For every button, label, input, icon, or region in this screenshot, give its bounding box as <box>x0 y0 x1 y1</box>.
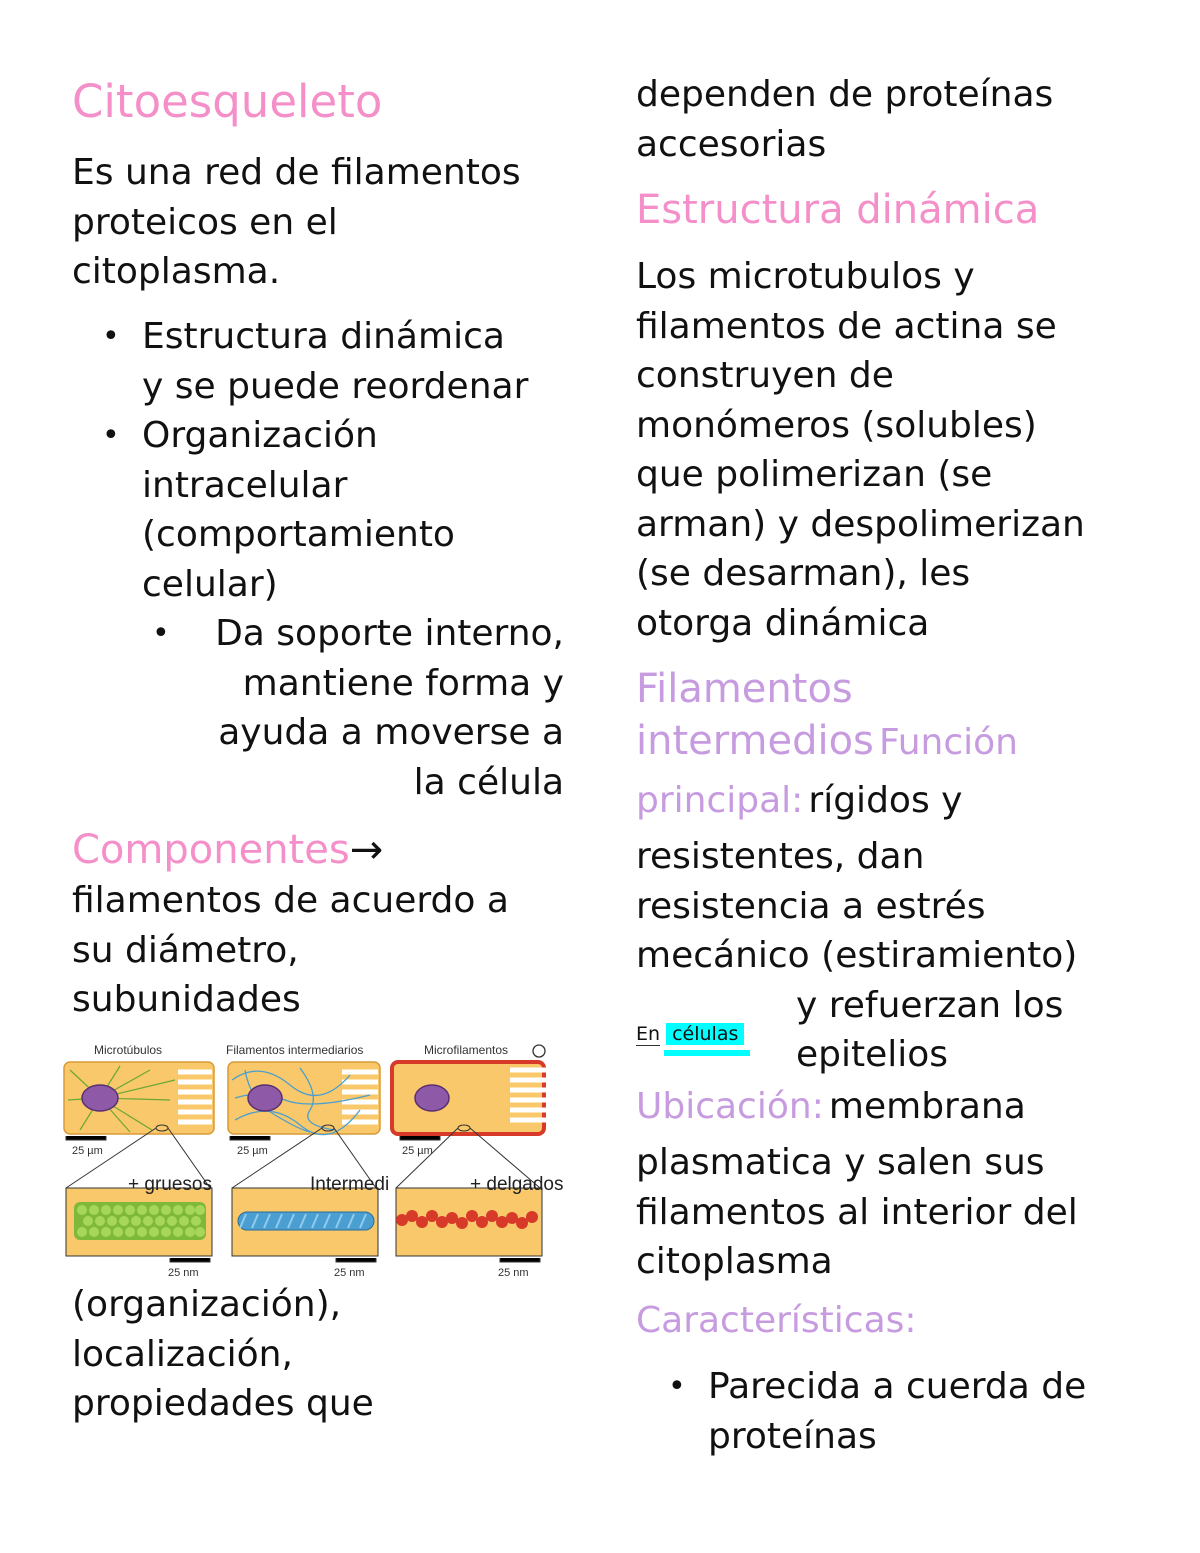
zoom-microtubulo <box>66 1188 212 1256</box>
funcion-label: Función <box>878 722 1018 763</box>
bullet-2-line-2: intracelular <box>142 464 348 506</box>
componentes-heading <box>72 822 383 878</box>
componentes-line-3: subunidades <box>72 979 301 1020</box>
bullet-item-estructura <box>142 312 582 411</box>
refuerzan-line: y refuerzan los <box>796 984 1064 1026</box>
bullet-2-line-4: celular) <box>142 563 278 605</box>
dinamica-line-1: Los microtubulos y <box>636 256 975 297</box>
funcion-line-2: resistencia a estrés <box>636 885 986 927</box>
cell-microfilamentos <box>392 1062 546 1134</box>
heading-intermedios-row <box>636 716 1156 776</box>
dinamica-line-4: monómeros (solubles) <box>636 404 1037 446</box>
ubicacion-text-start: membrana <box>828 1086 1026 1127</box>
after-figure-line-1: (organización), <box>72 1284 342 1325</box>
caracteristica-line-1: Parecida a cuerda de <box>708 1366 1087 1407</box>
scale-label-nm-2: 25 nm <box>334 1267 365 1279</box>
page-title: Citoesqueleto <box>72 75 383 128</box>
sub-bullet-line-2: mantiene forma y <box>242 662 564 704</box>
label-filamentos-intermediarios: Filamentos intermediarios <box>226 1043 364 1057</box>
after-figure-line-2: localización, <box>72 1333 293 1375</box>
dinamica-line-6: arman) y despolimerizan <box>636 503 1085 545</box>
after-figure-paragraph <box>72 1280 592 1429</box>
intro-line-1: Es una red de filamentos <box>72 152 521 193</box>
epitelios-line: epitelios <box>796 1034 949 1075</box>
dinamica-line-8: otorga dinámica <box>636 602 930 644</box>
cell-filamentos-intermediarios <box>228 1062 380 1135</box>
caracteristicas-list <box>708 1362 1148 1461</box>
overlay-label-intermedi: Intermedi <box>310 1174 390 1195</box>
componentes-paragraph <box>72 876 592 1025</box>
sub-bullet-line-4: la célula <box>413 761 564 803</box>
dinamica-line-7: (se desarman), les <box>636 553 971 594</box>
heading-caracteristicas: Características: <box>636 1300 917 1341</box>
celulas-highlight: células <box>666 1023 744 1045</box>
continuation-line-2: accesorias <box>636 123 827 165</box>
componentes-line-2: su diámetro, <box>72 929 299 971</box>
heading-estructura-dinamica: Estructura dinámica <box>636 187 1040 233</box>
bullet-2-line-1: Organización <box>142 415 378 456</box>
ubicacion-section <box>636 1082 1156 1287</box>
dinamica-paragraph <box>636 252 1156 648</box>
sub-bullet-list <box>186 609 564 807</box>
ubicacion-line-1: plasmatica y salen sus <box>636 1142 1045 1183</box>
overlay-label-gruesos: + gruesos <box>128 1174 212 1195</box>
scale-label-um-1: 25 µm <box>72 1145 103 1157</box>
funcion-row <box>636 776 1156 832</box>
intro-paragraph <box>72 148 592 297</box>
zoom-microfilamento <box>396 1188 542 1256</box>
after-figure-line-3: propiedades que <box>72 1383 374 1424</box>
dinamica-line-2: filamentos de actina se <box>636 305 1057 347</box>
bullet-item-organizacion <box>142 411 582 609</box>
funcion-line-1: resistentes, dan <box>636 836 925 877</box>
cell-microtubulos <box>64 1062 214 1134</box>
dinamica-line-5: que polimerizan (se <box>636 454 993 495</box>
ubicacion-line-3: citoplasma <box>636 1241 833 1282</box>
sub-bullet-line-1: Da soporte interno, <box>215 613 564 654</box>
componentes-line-1: filamentos de acuerdo a <box>72 880 509 921</box>
scale-label-nm-1: 25 nm <box>168 1267 199 1279</box>
scale-label-um-3: 25 µm <box>402 1145 433 1157</box>
label-microfilamentos: Microfilamentos <box>424 1043 509 1057</box>
scale-label-um-2: 25 µm <box>237 1145 268 1157</box>
filamentos-intermedios-section <box>636 662 1156 1080</box>
circle-icon <box>533 1045 545 1057</box>
ubicacion-label: Ubicación: <box>636 1086 824 1127</box>
sub-bullet-item <box>186 609 564 807</box>
scale-label-nm-3: 25 nm <box>498 1267 529 1279</box>
en-celulas-note <box>636 1022 744 1046</box>
bullet-2-line-3: (comportamiento <box>142 514 455 555</box>
dinamica-line-3: construyen de <box>636 355 894 396</box>
sub-bullet-line-3: ayuda a moverse a <box>218 712 564 753</box>
arrow-right-icon: → <box>349 827 384 873</box>
intro-line-3: citoplasma. <box>72 251 281 292</box>
heading-intermedios: intermedios <box>636 718 874 764</box>
cytoskeleton-figure <box>60 1040 600 1280</box>
heading-filamentos: Filamentos <box>636 666 853 712</box>
continuation-paragraph <box>636 70 1156 169</box>
label-microtubulos: Microtúbulos <box>94 1043 163 1057</box>
bullet-1-line-1: Estructura dinámica <box>142 316 505 357</box>
caracteristica-line-2: proteínas <box>708 1415 877 1457</box>
zoom-filamento-intermedio <box>232 1188 378 1256</box>
bullet-list <box>142 312 582 609</box>
ubicacion-line-2: filamentos al interior del <box>636 1191 1078 1233</box>
continuation-line-1: dependen de proteínas <box>636 74 1054 115</box>
intro-line-2: proteicos en el <box>72 201 338 243</box>
bullet-1-line-2: y se puede reordenar <box>142 365 529 407</box>
caracteristica-item <box>708 1362 1148 1461</box>
funcion-line-3: mecánico (estiramiento) <box>636 935 1078 976</box>
ubicacion-row <box>636 1082 1156 1138</box>
overlay-label-delgados: + delgados <box>470 1174 564 1195</box>
componentes-heading-text: Componentes <box>72 827 350 873</box>
en-label: En <box>636 1023 661 1045</box>
principal-label: principal: <box>636 780 804 821</box>
highlight-underline <box>664 1050 750 1056</box>
funcion-text-start: rígidos y <box>808 780 963 821</box>
